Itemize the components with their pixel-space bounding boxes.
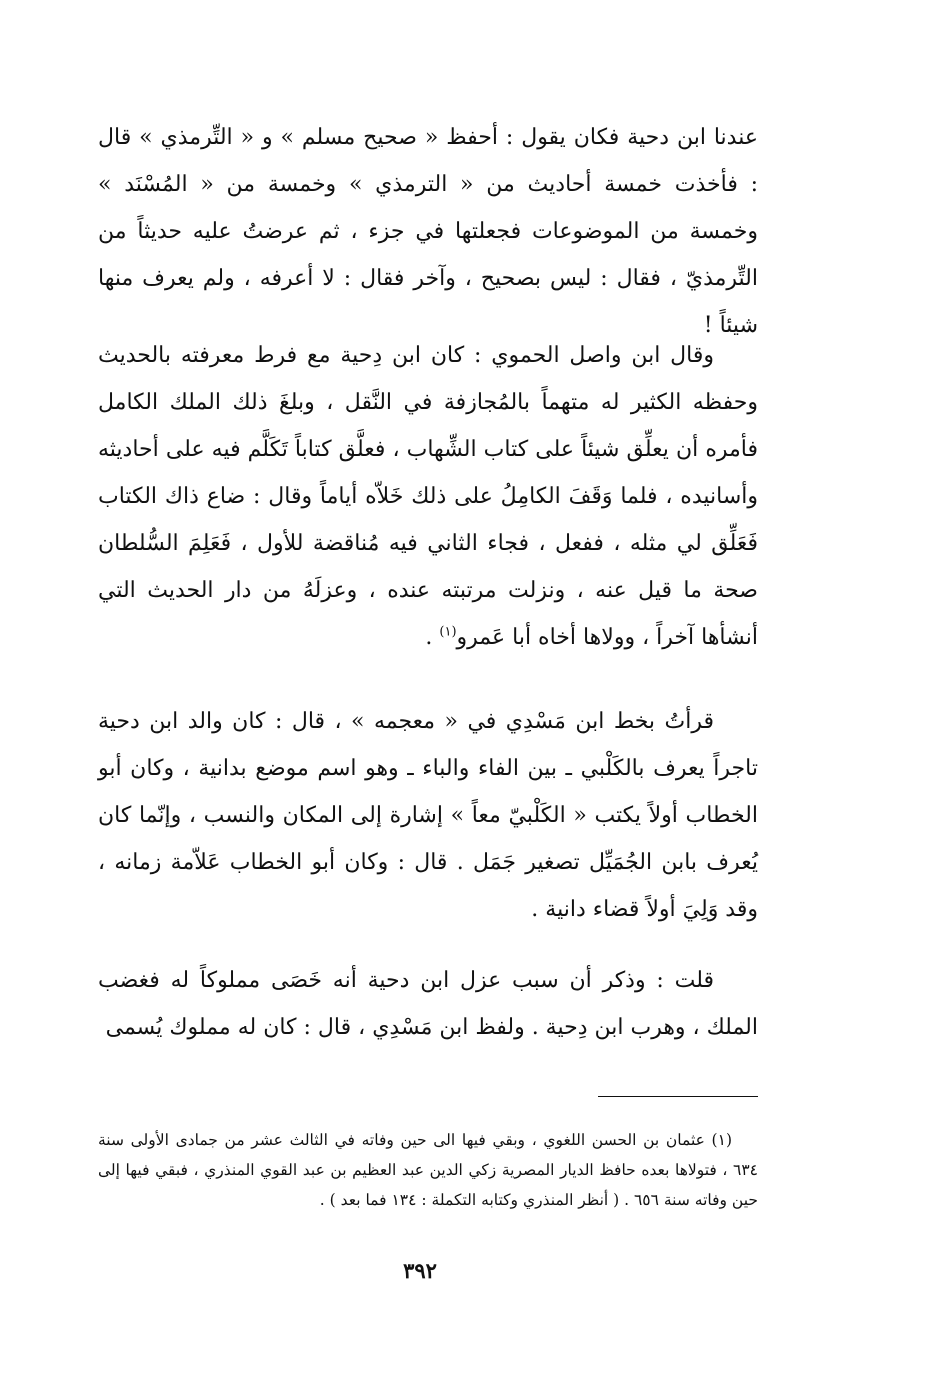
footnote-reference[interactable]: (١) xyxy=(439,624,457,640)
main-text-block-2 xyxy=(98,332,758,661)
paragraph-1: عندنا ابن دحية فكان يقول : أحفظ « صحيح مسلم » و « التِّرمذي » قال : فأخذت خمسة أحاديث من « الترمذي » وخمسة من « المُسْنَد » وخمسة من الموضوعات فجعلتها في جزء ، ثم عرضتُ عليه حديثاً من التِّرمذيّ ، فقال : ليس بصحيح ، وآخر فقال : لا أعرفه ، ولم يعرف منها شيئاً ! xyxy=(98,125,758,338)
main-text-block-3 xyxy=(98,698,758,933)
page-number: ٣٩٢ xyxy=(403,1258,437,1283)
paragraph-2-text: وقال ابن واصل الحموي : كان ابن دِحية مع فرط معرفته بالحديث وحفظه الكثير له متهماً بالمُجازفة في النَّقل ، وبلغَ ذلك الملك الكامل فأمره أن يعلِّق شيئاً على كتاب الشِّهاب ، فعلَّق كتاباً تَكَلَّم فيه على أحاديثه وأسانيده ، فلما وَقَفَ الكامِلُ على ذلك خَلاّه أياماً وقال : ضاع ذاك الكتاب فَعَلِّق لي مثله ، ففعل ، فجاء الثاني فيه مُناقضة للأول ، فَعَلِمَ السُّلطان صحة ما قيل عنه ، ونزلت مرتبته عنده ، وعزلَهُ من دار الحديث التي أنشأها آخراً ، وولاها أخاه أبا عَمرو xyxy=(98,343,758,650)
footnotes-section xyxy=(98,1125,758,1215)
main-text xyxy=(98,114,758,349)
paragraph-3: قرأتُ بخط ابن مَسْدِي في « معجمه » ، قال : كان والد ابن دحية تاجراً يعرف بالكَلْبي ـ بين الفاء والباء ـ وهو اسم موضع بدانية ، وكان أبو الخطاب أولاً يكتب « الكَلْبيّ معاً » إشارة إلى المكان والنسب ، وإنّما كان يُعرف بابن الجُمَيِّل تصغير جَمَل . قال : وكان أبو الخطاب عَلاّمة زمانه ، وقد وَلِيَ أولاً قضاء دانية . xyxy=(98,709,758,922)
paragraph-2-tail: . xyxy=(425,625,440,650)
paragraph-2 xyxy=(98,332,758,661)
main-text-block-4 xyxy=(98,957,758,1051)
paragraph-4: قلت : وذكر أن سبب عزل ابن دحية أنه خَصَى مملوكاً له فغضب الملك ، وهرب ابن دِحية . ولفظ ابن مَسْدِي ، قال : كان له مملوك يُسمى xyxy=(98,968,758,1040)
footnote-divider xyxy=(598,1096,758,1097)
footnote-1: (١) عثمان بن الحسن اللغوي ، وبقي فيها الى حين وفاته في الثالث عشر من جمادى الأولى سنة ٦٣٤ ، فتولاها بعده حافظ الديار المصرية زكي الدين عبد العظيم بن عبد القوي المنذري ، فبقي فيها إلى حين وفاته سنة ٦٥٦ . ( أنظر المنذري وكتابه التكملة : ١٣٤ فما بعد ) . xyxy=(98,1131,758,1209)
